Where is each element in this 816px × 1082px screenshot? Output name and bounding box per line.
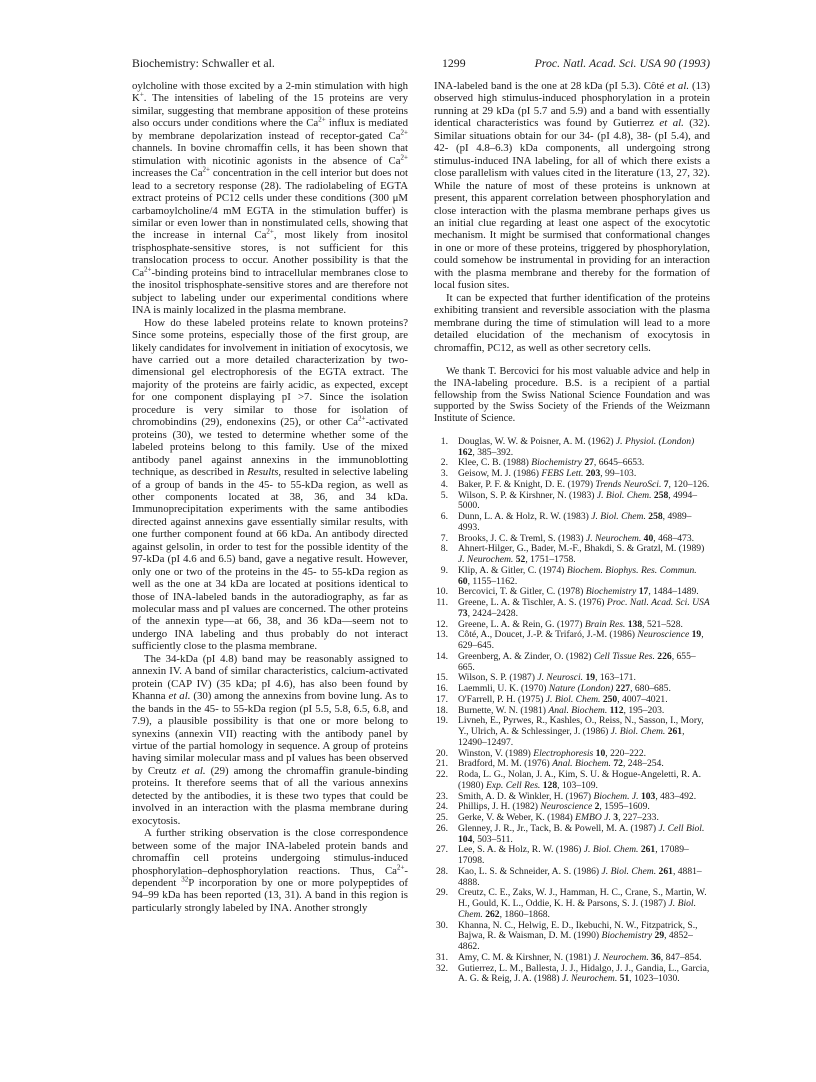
reference-journal: FEBS Lett. [541,468,584,480]
reference-item [434,512,710,534]
reference-number: 23. [436,790,448,802]
reference-authors: Burnette, W. N. (1981) [458,704,549,716]
reference-number: 1. [440,435,448,447]
reference-number: 17. [436,693,448,705]
reference-journal: EMBO J. [575,812,611,824]
reference-journal: J. Biol. Chem. [545,693,601,705]
reference-journal: J. Cell Biol. [658,822,705,834]
page-number: 1299 [442,56,466,70]
reference-volume: 73 [458,607,468,619]
reference-authors: Khanna, N. C., Helwig, E. D., Ikebuchi, N. W., Fitzpatrick, S., Bajwa, R. & Waisman, D. M. (1990) [458,919,698,942]
reference-pages: , 1751–1758. [525,554,576,566]
reference-number: 9. [440,564,448,576]
reference-volume: 203 [585,468,601,480]
reference-volume: 138 [627,618,643,630]
reference-authors: Côté, A., Doucet, J.-P. & Trifaró, J.-M. (1986) [458,629,638,641]
reference-number: 12. [436,618,448,630]
reference-number: 14. [436,650,448,662]
reference-volume: 258 [653,489,669,501]
reference-volume: 103 [640,790,656,802]
reference-pages: , 680–685. [630,683,671,695]
reference-authors: Ahnert-Hilger, G., Bader, M.-F., Bhakdi, S. & Gratzl, M. (1989) [458,543,705,555]
reference-item [434,652,710,674]
header-section-authors: Biochemistry: Schwaller et al. [132,56,275,70]
reference-authors: Klee, C. B. (1988) [458,457,532,469]
reference-volume: 27 [584,457,594,469]
reference-journal: Anal. Biochem. [552,758,611,770]
reference-journal: J. Biol. Chem. [591,511,646,523]
reference-pages: , 385–392. [472,446,514,458]
reference-volume: 261 [658,865,673,877]
reference-pages: , 120–126. [668,478,710,490]
reference-authors: Roda, L. G., Nolan, J. A., Kim, S. U. & Hogue-Angeletti, R. A. (1980) [458,769,702,791]
reference-journal: J. Neurosci. [537,672,584,684]
reference-authors: Gutierrez, L. M., Ballesta, J. J., Hidalgo, J. J., Gandia, L., Garcia, A. G. & Reig, J. A. (1988) [458,962,710,985]
reference-pages: , 163–171. [595,672,636,684]
reference-authors: Greene, L. A. & Rein, G. (1977) [458,618,585,630]
reference-volume: 258 [648,511,663,523]
reference-journal: Exp. Cell Res. [485,779,541,791]
reference-pages: , 4852–4862. [458,930,693,953]
reference-volume: 36 [651,951,661,963]
reference-number: 27. [436,844,448,856]
reference-number: 11. [436,597,448,609]
reference-pages: , 17089–17098. [458,844,689,867]
reference-item [434,888,710,920]
reference-journal: J. Physiol. (London) [615,435,695,447]
reference-authors: Glenney, J. R., Jr., Tack, B. & Powell, M. A. (1987) [458,822,659,834]
paragraph-conclusion: It can be expected that further identification of the proteins exhibiting transient and reversible association with the plasma membrane during the time of stimulation will lead to a more detailed elucidation of the mechanism of exocytosis in chromaffin, PC12, as well as other secretory cells. [434,291,710,354]
reference-item [434,824,710,846]
reference-volume: 19 [691,629,702,641]
reference-journal: Biochemistry [601,930,653,942]
reference-authors: Lee, S. A. & Holz, R. W. (1986) [458,844,584,856]
reference-volume: 60 [458,575,468,587]
reference-journal: Neuroscience [540,801,593,813]
reference-pages: , 4881–4888. [458,865,702,888]
reference-item [434,544,710,566]
reference-number: 3. [440,468,448,480]
reference-item [434,716,710,748]
reference-pages: , 4994–5000. [458,489,698,512]
reference-pages: , 521–528. [642,618,683,630]
reference-number: 29. [436,887,448,899]
reference-volume: 29 [654,930,665,942]
reference-authors: Bercovici, T. & Gitler, C. (1978) [458,586,586,598]
reference-volume: 40 [643,532,654,544]
reference-journal: Proc. Natl. Acad. Sci. USA [606,597,710,609]
reference-authors: Greene, L. A. & Tischler, A. S. (1976) [458,597,607,609]
reference-pages: , 103–109. [557,779,598,791]
reference-volume: 250 [602,693,618,705]
reference-authors: O'Farrell, P. H. (1975) [458,693,546,705]
reference-item [434,845,710,867]
reference-authors: Brooks, J. C. & Treml, S. (1983) [458,532,586,544]
running-header [132,56,710,74]
reference-authors: Douglas, W. W. & Poisner, A. M. (1962) [458,435,616,447]
reference-number: 32. [436,962,448,974]
reference-journal: Biochemistry [531,457,582,469]
reference-item [434,598,710,620]
reference-authors: Wilson, S. P. & Kirshner, N. (1983) [458,489,597,501]
reference-pages: , 1155–1162. [467,575,518,587]
reference-authors: Livneh, E., Pyrwes, R., Kashles, O., Reiss, N., Sasson, I., Mory, Y., Ulrich, A. & Schlessinger, J. (1986) [458,715,704,738]
reference-pages: , 1595–1609. [599,801,650,813]
reference-number: 31. [436,951,448,963]
reference-number: 30. [436,919,448,931]
reference-journal: Anal. Biochem. [548,704,608,716]
reference-journal: Biochem. Biophys. Res. Commun. [566,564,697,576]
reference-pages: , 1023–1030. [629,973,680,985]
reference-pages: , 4989–4993. [458,511,692,533]
reference-pages: , 6645–6653. [593,457,645,469]
reference-number: 21. [436,758,448,770]
reference-volume: 3 [613,812,619,824]
paragraph-ina-labeled-band: INA-labeled band is the one at 28 kDa (pI 5.3). Côté et al. (13) observed high stimulus-induced phosphorylation in a protein running at 29 kDa (pI 5.7 and 5.9) and a band with essentially identical characteristics was found by Gutierrez et al. (32). Similar situations obtain for our 34- (pI 4.8), 38- (pI 5.4), and 42- (pI 4.8–6.3) kDa components, all undergoing strong stimulus-induced INA labeling, for all of which there exists a close parallelism with values cited in the literature (13, 27, 32). While the nature of most of these proteins is unknown at present, this apparent correlation between phosphorylation and close interaction with the plasma membrane perhaps gives us an initial clue regarding at least one aspect of the exocytotic mechanism. It might be surmised that conformational changes in one or more of these proteins, triggered by phosphorylation, could somehow be instrumental in providing for an interaction with the plasma membrane and thereby for the formation of local fusion sites. [434,80,711,292]
reference-journal: J. Neurochem. [458,554,514,566]
reference-pages: , 2424–2428. [467,607,518,619]
reference-journal: J. Biol. Chem. [458,898,696,920]
reference-number: 8. [440,543,448,555]
reference-volume: 10 [595,747,606,759]
reference-pages: , 1484–1489. [648,586,699,598]
reference-pages: , 483–492. [655,790,697,802]
acknowledgments: We thank T. Bercovici for his most valuable advice and help in the INA-labeling procedure. B.S. is a recipient of a partial fellowship from the Swiss National Science Foundation and was supported by the Swiss Society of the Friends of the Weizmann Institute of Science. [434,365,710,425]
reference-number: 19. [436,715,448,727]
reference-volume: 52 [515,554,526,566]
reference-authors: Dunn, L. A. & Holz, R. W. (1983) [458,511,592,523]
reference-item [434,491,710,513]
header-journal: Proc. Natl. Acad. Sci. USA 90 (1993) [534,56,710,70]
reference-journal: Neuroscience [637,629,690,641]
reference-authors: Gerke, V. & Weber, K. (1984) [458,812,576,824]
reference-volume: 19 [585,672,596,684]
reference-journal: J. Neurochem. [585,532,642,544]
reference-authors: Kao, L. S. & Schneider, A. S. (1986) [458,865,602,877]
reference-volume: 104 [458,833,473,845]
reference-number: 5. [440,489,448,501]
reference-pages: , 12490–12497. [458,726,685,748]
reference-item [434,770,710,792]
reference-journal: Trends NeuroSci. [595,478,662,490]
reference-journal: Brain Res. [584,618,626,630]
reference-volume: 17 [638,586,649,598]
reference-pages: , 468–473. [653,532,695,544]
reference-journal: Nature (London) [548,683,614,695]
reference-volume: 112 [609,704,624,716]
reference-pages: , 655–665. [458,650,696,673]
reference-item [434,867,710,889]
reference-volume: 261 [667,726,683,738]
reference-pages: , 847–854. [660,951,702,963]
reference-authors: Creutz, C. E., Zaks, W. J., Hamman, H. C., Crane, S., Martin, W. H., Gould, K. L., Oddie, K. H. & Parsons, S. J. (1987) [458,887,707,910]
reference-volume: 7 [663,478,669,490]
reference-journal: J. Biol. Chem. [596,489,652,501]
reference-number: 7. [440,532,448,544]
reference-number: 25. [436,812,448,824]
reference-pages: , 220–222. [605,747,647,759]
reference-pages: , 503–511. [472,833,513,845]
reference-number: 2. [440,457,448,469]
reference-list [434,437,710,985]
reference-pages: , 227–233. [618,812,659,824]
reference-pages: , 1860–1868. [499,908,550,920]
reference-item [434,921,710,953]
reference-item [434,630,710,652]
reference-volume: 262 [485,908,500,920]
reference-journal: Biochem. J. [593,790,639,802]
reference-number: 6. [440,511,448,523]
paragraph-phosphorylation: A further striking observation is the close correspondence between some of the major INA-labeled protein bands and chromaffin cell proteins undergoing stimulus-induced phosphorylation–dephosphorylation reactions. Thus, $Ca^{2+}$-dependent $^{32}$P incorporation by one or more polypeptides of 94–99 kDa has been reported (13, 31). A band in this region is particularly strongly labeled by INA. Another strongly [132,827,408,914]
reference-authors: Amy, C. M. & Kirshner, N. (1981) [458,951,594,963]
reference-authors: Klip, A. & Gitler, C. (1974) [458,564,567,576]
reference-pages: , 99–103. [600,468,637,480]
reference-number: 24. [436,801,448,813]
reference-number: 13. [436,629,448,641]
paragraph-known-proteins: How do these labeled proteins relate to known proteins? Since some proteins, especially those of the first group, are likely candidates for involvement in initiation of exocytosis, we have carried out a more detailed characterization by two-dimensional gel electrophoresis of the EGTA extract. The majority of the proteins are fairly acidic, as expected, except for one component displaying pI >7. Since the isolation procedure is very similar to those for isolation of chromobindins (29), endonexins (25), or other $Ca^{2+}$-activated proteins (30), we tested to determine whether some of the labeled proteins belong to this family. Use of the mixed antibody panel against annexins in the immunoblotting technique, as described in Results, resulted in selective labeling of a group of bands in the 45- to 55-kDa region, as well as other components located at 38, 36, and 34 kDa. Immunoprecipitation experiments with the same antibodies directed against annexins gave essentially similar results, with one further component found at 66 kDa. An antibody directed against gelsolin, in order to test for the possible identity of the 97-kDa (pI 4.6 and 6.5) band, gave a negative result. However, only one or two of the proteins in the 45- to 55-kDa region as well as the one at 34 kDa are located at positions identical to those of INA-labeled bands in the autoradiography, as far as molecular mass and pI values are concerned. The other proteins of the annexin type—at 66, 38, and 36 kDa—seem not to undergo INA labeling and thus probably do not interact sufficiently close to the plasma membrane. [132,316,408,653]
reference-item [434,437,710,459]
reference-number: 26. [436,822,448,834]
reference-authors: Phillips, J. H. (1982) [458,801,541,813]
paragraph-annexin-assignment: The 34-kDa (pI 4.8) band may be reasonably assigned to annexin IV. A band of similar characteristics, calcium-activated protein (CAP IV) (35 kDa; pI 4.6), has also been found by Khanna et al. (30) among the annexins from bovine lung. As to the bands in the 45- to 55-kDa region (pI 5.5, 5.8, 6.5, 6.8, and 7.9), a plausible possibility is that one or more belong to synexins (annexin VII) reacting with the antibody panel by virtue of the partial homology in sequence. A group of proteins having similar molecular mass and pI values has been observed by Creutz et al. (29) among the chromaffin granule-binding proteins. It therefore seems that of all the various annexins detected by the antibodies, it is these two types that could be involved in an interaction with the plasma membrane during exocytosis. [132,652,409,827]
reference-pages: , 195–203. [623,704,665,716]
reference-authors: Bradford, M. M. (1976) [458,758,553,770]
reference-volume: 51 [619,973,630,985]
reference-authors: Winston, V. (1989) [458,747,534,759]
reference-volume: 128 [542,779,558,791]
reference-journal: Cell Tissue Res. [593,650,655,662]
reference-number: 18. [436,704,448,716]
reference-journal: Electrophoresis [533,747,594,759]
reference-volume: 162 [458,446,473,458]
reference-number: 20. [436,747,448,759]
reference-authors: Baker, P. F. & Knight, D. E. (1979) [458,478,596,490]
reference-item [434,566,710,588]
reference-number: 16. [436,683,448,695]
left-column [132,80,408,914]
reference-authors: Greenberg, A. & Zinder, O. (1982) [458,650,594,662]
reference-pages: , 629–645. [458,629,704,652]
reference-volume: 2 [594,801,600,813]
reference-volume: 261 [640,844,656,856]
reference-authors: Laemmli, U. K. (1970) [458,683,549,695]
reference-authors: Wilson, S. P. (1987) [458,672,538,684]
reference-number: 4. [440,478,448,490]
reference-number: 28. [436,865,448,877]
reference-authors: Geisow, M. J. (1986) [458,468,542,480]
reference-authors: Smith, A. D. & Winkler, H. (1967) [458,790,594,802]
reference-item [434,964,710,986]
reference-pages: , 4007–4021. [617,693,668,705]
reference-journal: Biochemistry [585,586,637,598]
reference-volume: 226 [657,650,672,662]
reference-journal: J. Biol. Chem. [610,726,666,738]
right-column [434,80,710,985]
paragraph-membrane-apposition: oylcholine with those excited by a 2-min stimulation with high K+. The intensities of labeling of the 15 proteins are very similar, suggesting that membrane apposition of these proteins also occurs under conditions where the $Ca^{2+}$ influx is mediated by membrane depolarization instead of receptor-gated $Ca^{2+}$ channels. In bovine chromaffin cells, it has been shown that stimulation with nicotinic agonists in the absence of $Ca^{2+}$ increases the $Ca^{2+}$ concentration in the cell interior but does not lead to a secretory response (28). The radiolabeling of EGTA extract proteins of PC12 cells under these conditions (300 μM carbamoylcholine/4 mM EGTA in the stimulation buffer) is similar or even lower than in nonstimulated cells, showing that the increase in internal $Ca^{2+}$, most likely from inositol trisphosphate-sensitive stores, is not sufficient for this translocation process to occur. Another possibility is that the $Ca^{2+}$-binding proteins bind to intracellular membranes close to the inositol trisphosphate-sensitive stores and are therefore not subject to labeling under our experimental conditions where INA is mainly localized in the plasma membrane. [132,80,409,317]
reference-journal: J. Biol. Chem. [601,865,657,877]
reference-journal: J. Biol. Chem. [583,844,639,856]
reference-number: 10. [436,586,448,598]
reference-journal: J. Neurochem. [593,951,649,963]
reference-volume: 72 [613,758,623,770]
reference-number: 15. [436,672,448,684]
reference-volume: 227 [615,683,631,695]
reference-number: 22. [436,769,448,781]
reference-journal: J. Neurochem. [561,973,618,985]
reference-pages: , 248–254. [622,758,664,770]
